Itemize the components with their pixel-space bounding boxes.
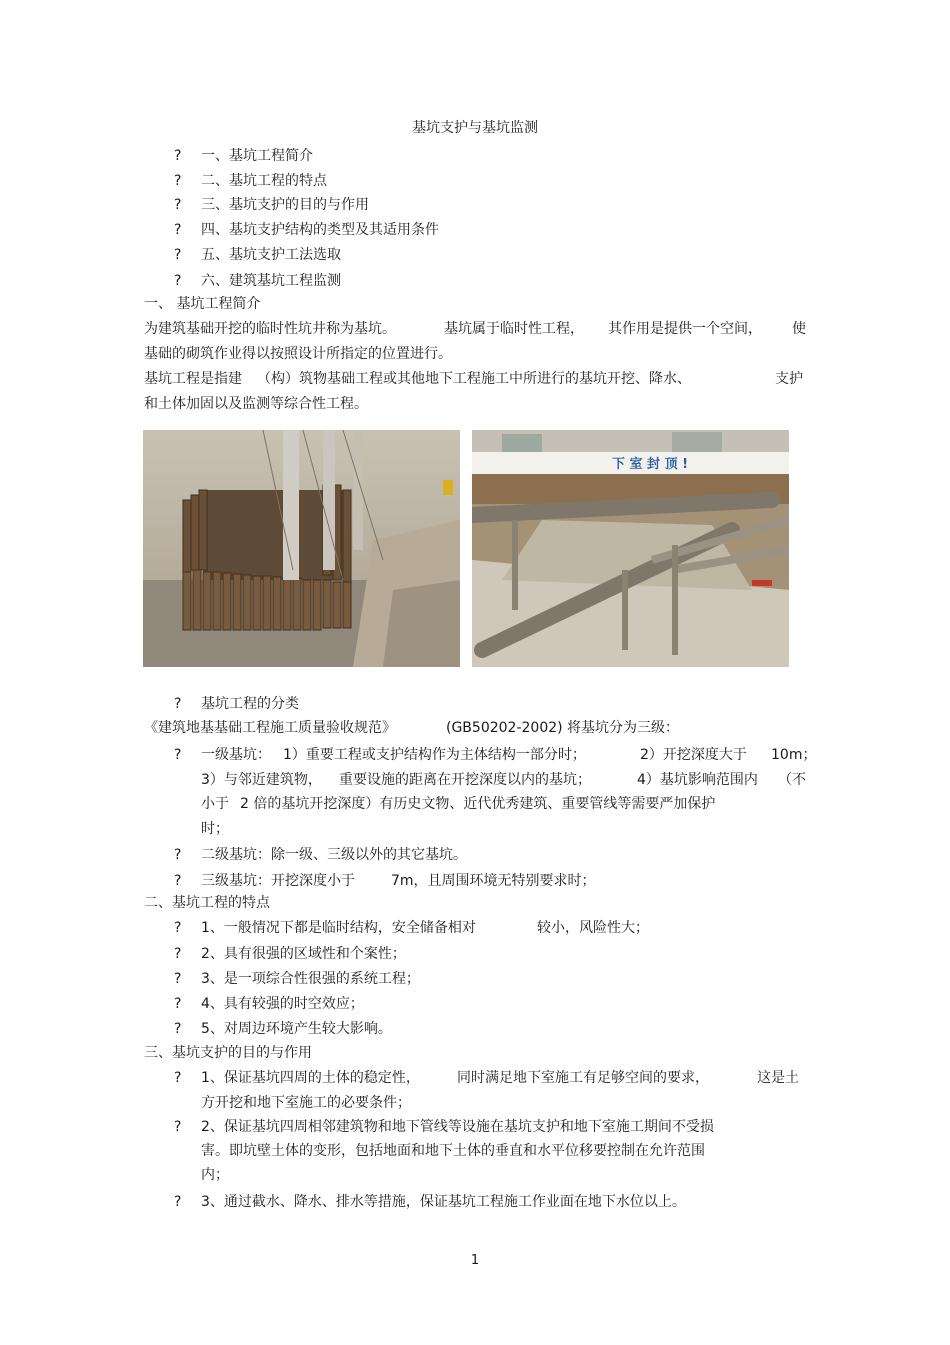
bullet: ? [174, 946, 182, 962]
list-item-text: 5、对周边环境产生较大影响。 [201, 1021, 392, 1037]
list-item-text: （不 [778, 772, 806, 788]
list-item-text: 小于 [201, 796, 229, 812]
toc-item: 二、基坑工程的特点 [201, 173, 327, 189]
list-item-text: 三级基坑：开挖深度小于 [201, 873, 355, 889]
list-item-text: 3）与邻近建筑物， [201, 772, 322, 788]
section-heading-2: 二、基坑工程的特点 [144, 895, 270, 911]
toc-bullet: ? [174, 222, 182, 238]
braced-excavation-photo [472, 430, 789, 667]
toc-item: 一、基坑工程简介 [201, 148, 313, 164]
paragraph-text: 支护 [775, 371, 803, 387]
list-item-text: 这是土 [757, 1070, 799, 1086]
banner-text: 下 室 封 顶 ! [612, 457, 689, 472]
list-item-text: 7m，且周围环境无特别要求时； [391, 873, 596, 889]
list-item-text: 2、具有很强的区域性和个案性； [201, 946, 406, 962]
bullet: ? [174, 847, 182, 863]
list-item-text: 内； [201, 1167, 229, 1183]
toc-item: 三、基坑支护的目的与作用 [201, 197, 369, 213]
paragraph-text: 基坑工程是指建 [144, 371, 242, 387]
list-item-text: 1、一般情况下都是临时结构，安全储备相对 [201, 920, 476, 936]
bullet: ? [174, 1070, 182, 1086]
section-heading-3: 三、基坑支护的目的与作用 [144, 1045, 312, 1061]
list-item-text: 2、保证基坑四周相邻建筑物和地下管线等设施在基坑支护和地下室施工期间不受损 [201, 1119, 714, 1135]
list-item-text: 3、是一项综合性很强的系统工程； [201, 971, 420, 987]
paragraph-text: (GB50202-2002) 将基坑分为三级： [446, 720, 680, 736]
bullet: ? [174, 873, 182, 889]
bullet: ? [174, 971, 182, 987]
paragraph-text: 其作用是提供一个空间， [608, 321, 762, 337]
list-item-text: 时； [201, 821, 229, 837]
list-item-text: 二级基坑：除一级、三级以外的其它基坑。 [201, 847, 467, 863]
list-item-text: 1、保证基坑四周的土体的稳定性， [201, 1070, 420, 1086]
list-item-text: 4、具有较强的时空效应； [201, 996, 364, 1012]
document-title: 基坑支护与基坑监测 [412, 120, 538, 136]
paragraph-text: （构）筑物基础工程或其他地下工程施工中所进行的基坑开挖、降水、 [257, 371, 691, 387]
bullet: ? [174, 1194, 182, 1210]
toc-bullet: ? [174, 273, 182, 289]
list-item-text: 2 倍的基坑开挖深度）有历史文物、近代优秀建筑、重要管线等需要严加保护 [240, 796, 716, 812]
list-item-text: 害。即坑壁土体的变形，包括地面和地下土体的垂直和水平位移要控制在允许范围 [201, 1143, 705, 1159]
list-item-text: 1）重要工程或支护结构作为主体结构一部分时； [283, 747, 586, 763]
toc-bullet: ? [174, 173, 182, 189]
toc-item: 五、基坑支护工法选取 [201, 247, 341, 263]
list-item-text: 4）基坑影响范围内 [637, 772, 758, 788]
bullet: ? [174, 747, 182, 763]
toc-item: 六、建筑基坑工程监测 [201, 273, 341, 289]
list-item-text: 2）开挖深度大于 [640, 747, 747, 763]
bullet: ? [174, 920, 182, 936]
toc-item: 四、基坑支护结构的类型及其适用条件 [201, 222, 439, 238]
bullet: ? [174, 996, 182, 1012]
section-heading-1: 一、 基坑工程简介 [144, 296, 261, 312]
toc-bullet: ? [174, 197, 182, 213]
page-number: 1 [470, 1253, 480, 1268]
cofferdam-photo [143, 430, 460, 667]
list-item-text: 方开挖和地下室施工的必要条件； [201, 1095, 411, 1111]
paragraph-text: 基坑属于临时性工程， [444, 321, 584, 337]
bullet: ? [174, 1119, 182, 1135]
subsection-heading: 基坑工程的分类 [201, 696, 299, 712]
toc-bullet: ? [174, 148, 182, 164]
paragraph-text: 和土体加固以及监测等综合性工程。 [144, 396, 368, 412]
paragraph-text: 《建筑地基基础工程施工质量验收规范》 [144, 720, 396, 736]
list-item-text: 3、通过截水、降水、排水等措施，保证基坑工程施工作业面在地下水位以上。 [201, 1194, 686, 1210]
list-item-text: 一级基坑： [201, 747, 271, 763]
bullet: ? [174, 1021, 182, 1037]
bullet: ? [174, 696, 182, 712]
list-item-text: 重要设施的距离在开挖深度以内的基坑； [339, 772, 591, 788]
list-item-text: 10m； [771, 747, 817, 763]
list-item-text: 同时满足地下室施工有足够空间的要求， [457, 1070, 709, 1086]
toc-bullet: ? [174, 247, 182, 263]
paragraph-text: 为建筑基础开挖的临时性坑井称为基坑。 [144, 321, 396, 337]
paragraph-text: 基础的砌筑作业得以按照设计所指定的位置进行。 [144, 346, 452, 362]
list-item-text: 较小，风险性大； [537, 920, 649, 936]
paragraph-text: 使 [792, 321, 806, 337]
